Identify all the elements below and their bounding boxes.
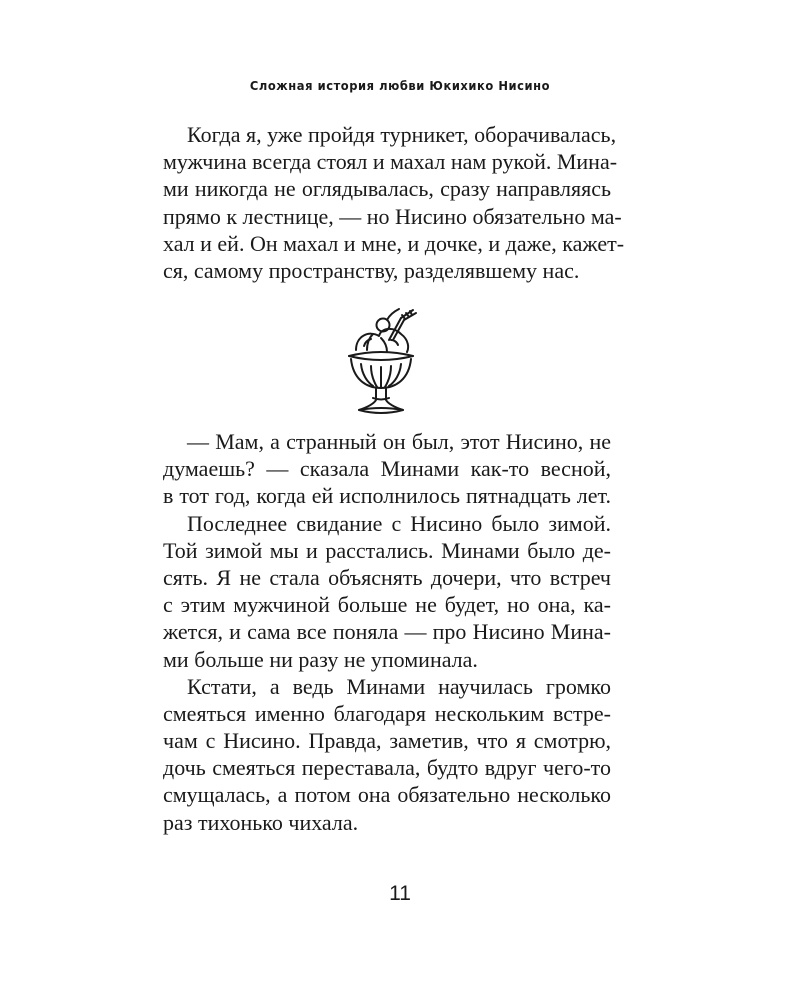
text-line: хал и ей. Он махал и мне, и дочке, и даже, кажет- xyxy=(163,230,625,256)
text-block-2 xyxy=(163,428,611,836)
text-line: смущалась, а потом она обязательно несколько xyxy=(163,782,611,808)
text-line: — Мам, а странный он был, этот Нисино, не xyxy=(187,429,611,454)
text-line: смеяться именно благодаря нескольким встре- xyxy=(163,700,611,726)
text-line: в тот год, когда ей исполнилось пятнадцать лет. xyxy=(163,483,611,509)
text-line: мужчина всегда стоял и махал нам рукой. Мина- xyxy=(163,149,618,175)
text-line: раз тихонько чихала. xyxy=(163,809,359,835)
text-line: Кстати, а ведь Минами научилась громко xyxy=(187,673,611,699)
running-head: Сложная история любви Юкихико Нисино xyxy=(249,78,551,93)
text-line: Той зимой мы и расстались. Минами было де- xyxy=(163,537,611,563)
text-line: чам с Нисино. Правда, заметив, что я смотрю, xyxy=(163,728,611,754)
text-line: сять. Я не стала объяснять дочери, что встреч xyxy=(163,564,611,590)
text-line: дочь смеяться переставала, будто вдруг чего-то xyxy=(163,755,611,781)
page-number: 11 xyxy=(389,882,411,905)
text-line: ми больше ни разу не упоминала. xyxy=(163,646,478,672)
text-line: ми никогда не оглядывалась, сразу направляясь xyxy=(163,176,611,202)
text-line: Последнее свидание с Нисино было зимой. xyxy=(187,510,611,536)
text-line: Когда я, уже пройдя турникет, оборачивалась, xyxy=(187,122,617,147)
text-line: думаешь? — сказала Минами как-то весной, xyxy=(163,456,611,482)
text-line: жется, и сама все поняла — про Нисино Мина- xyxy=(163,619,611,645)
text-block-1 xyxy=(163,121,625,284)
ice-cream-sundae-icon xyxy=(343,306,419,420)
text-line: ся, самому пространству, разделявшему нас. xyxy=(163,257,580,283)
text-line: прямо к лестнице, — но Нисино обязательно ма- xyxy=(163,203,622,229)
text-line: с этим мужчиной больше не будет, но она, ка- xyxy=(163,592,611,618)
